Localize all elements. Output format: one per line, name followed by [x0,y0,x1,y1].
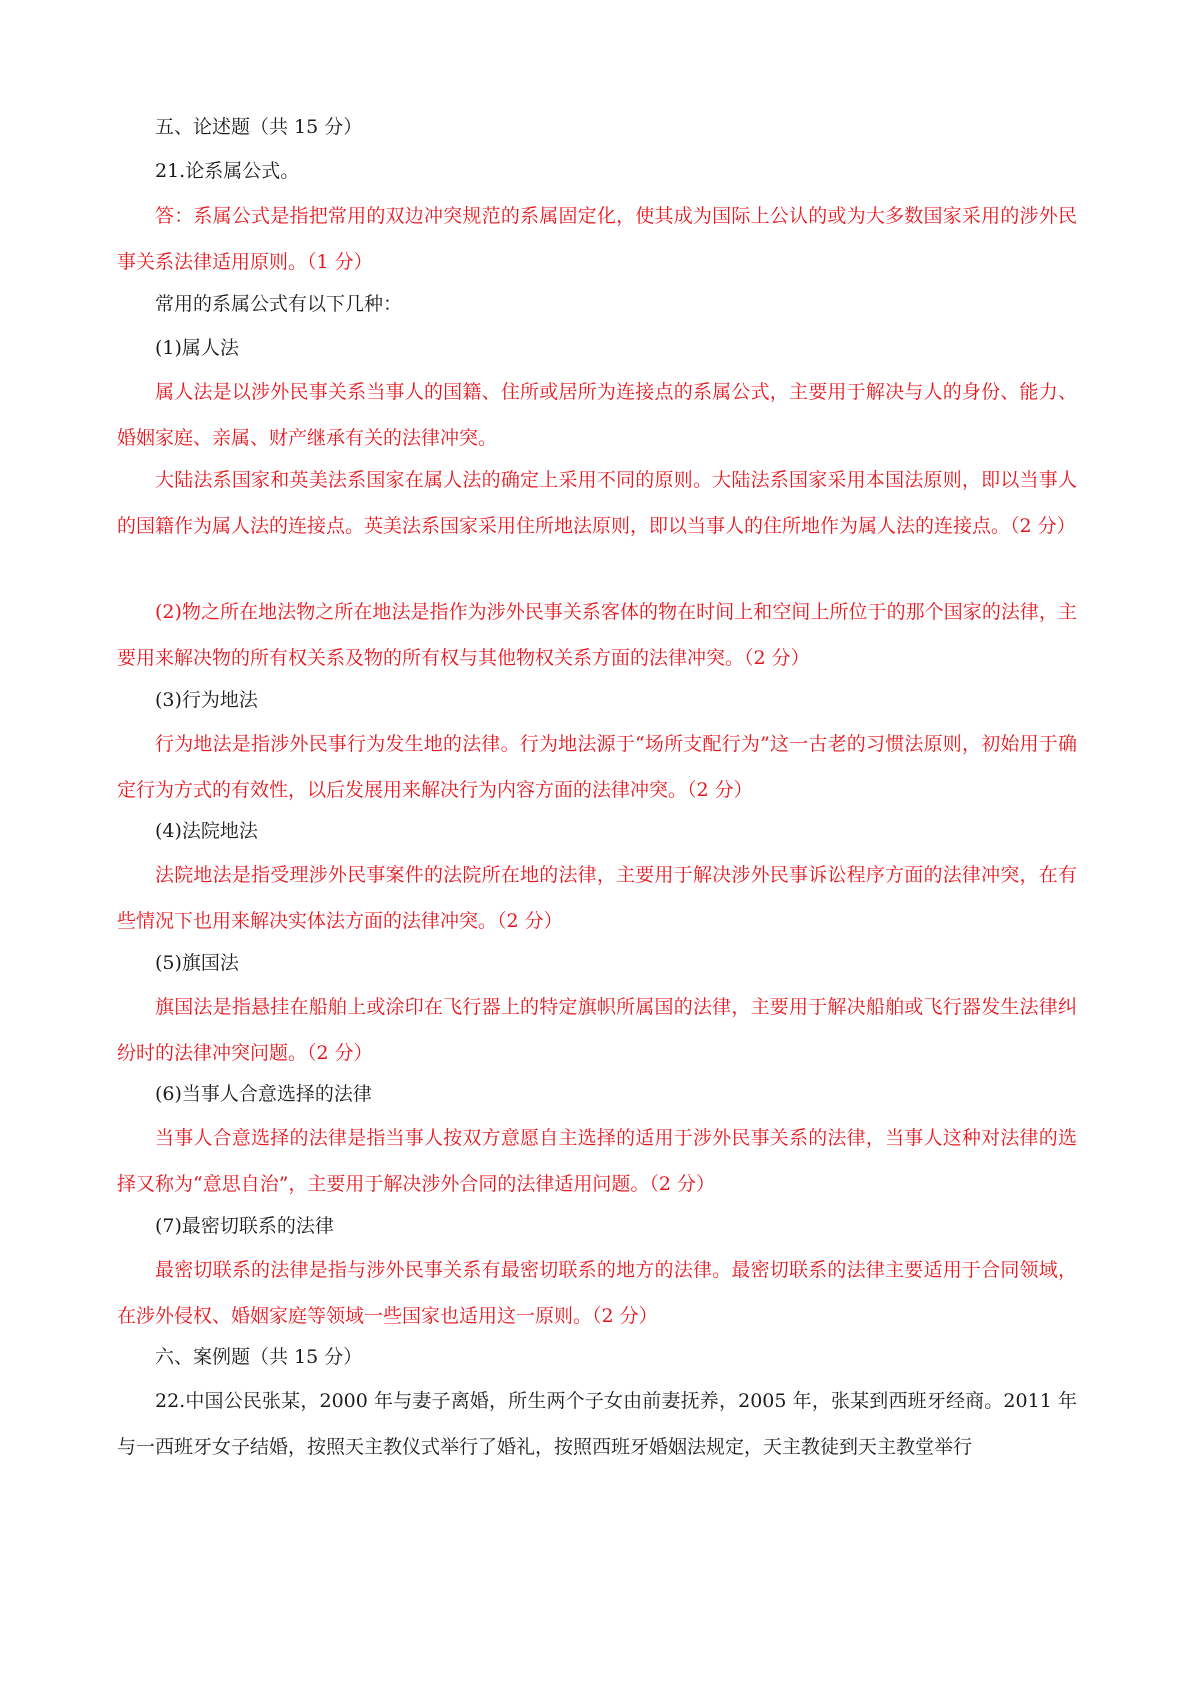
answer-intro: 答：系属公式是指把常用的双边冲突规范的系属固定化，使其成为国际上公认的或为大多数国家采用的涉外民事关系法律适用原则。（1 分） [117,205,1077,273]
item6-paragraph: 当事人合意选择的法律是指当事人按双方意愿自主选择的适用于涉外民事关系的法律，当事人这种对法律的选择又称为“意思自治”，主要用于解决涉外合同的法律适用问题。（2 分） [117,1127,1077,1195]
item7-title: (7)最密切联系的法律 [155,1215,334,1237]
item1-paragraph-2: 大陆法系国家和英美法系国家在属人法的确定上采用不同的原则。大陆法系国家采用本国法原则，即以当事人的国籍作为属人法的连接点。英美法系国家采用住所地法原则，即以当事人的住所地作为属人法的连接点。（2 分） [117,469,1077,537]
item4-title: (4)法院地法 [155,820,258,842]
item5-paragraph: 旗国法是指悬挂在船舶上或涂印在飞行器上的特定旗帜所属国的法律，主要用于解决船舶或飞行器发生法律纠纷时的法律冲突问题。（2 分） [117,996,1077,1064]
item6-title: (6)当事人合意选择的法律 [155,1083,372,1105]
question-22: 22.中国公民张某，2000 年与妻子离婚，所生两个子女由前妻抚养，2005 年，张某到西班牙经商。2011 年与一西班牙女子结婚，按照天主教仪式举行了婚礼，按照西班牙婚姻法规定，天主教徒到天主教堂举行 [117,1390,1077,1458]
item4-paragraph: 法院地法是指受理涉外民事案件的法院所在地的法律，主要用于解决涉外民事诉讼程序方面的法律冲突，在有些情况下也用来解决实体法方面的法律冲突。（2 分） [117,864,1077,932]
item2-paragraph: (2)物之所在地法物之所在地法是指作为涉外民事关系客体的物在时间上和空间上所位于的那个国家的法律，主要用来解决物的所有权关系及物的所有权与其他物权关系方面的法律冲突。（2 分） [117,601,1077,669]
item1-title: (1)属人法 [155,337,239,359]
item3-title: (3)行为地法 [155,689,258,711]
item3-paragraph: 行为地法是指涉外民事行为发生地的法律。行为地法源于“场所支配行为”这一古老的习惯法原则，初始用于确定行为方式的有效性，以后发展用来解决行为内容方面的法律冲突。（2 分） [117,733,1077,801]
item7-paragraph: 最密切联系的法律是指与涉外民事关系有最密切联系的地方的法律。最密切联系的法律主要适用于合同领域，在涉外侵权、婚姻家庭等领域一些国家也适用这一原则。（2 分） [117,1259,1077,1327]
section6-heading: 六、案例题（共 15 分） [155,1346,363,1368]
section5-heading: 五、论述题（共 15 分） [155,116,363,138]
item1-paragraph-1: 属人法是以涉外民事关系当事人的国籍、住所或居所为连接点的系属公式，主要用于解决与人的身份、能力、婚姻家庭、亲属、财产继承有关的法律冲突。 [117,381,1077,449]
kinds-intro: 常用的系属公式有以下几种： [155,293,403,315]
question-21: 21.论系属公式。 [155,160,300,182]
item5-title: (5)旗国法 [155,952,239,974]
